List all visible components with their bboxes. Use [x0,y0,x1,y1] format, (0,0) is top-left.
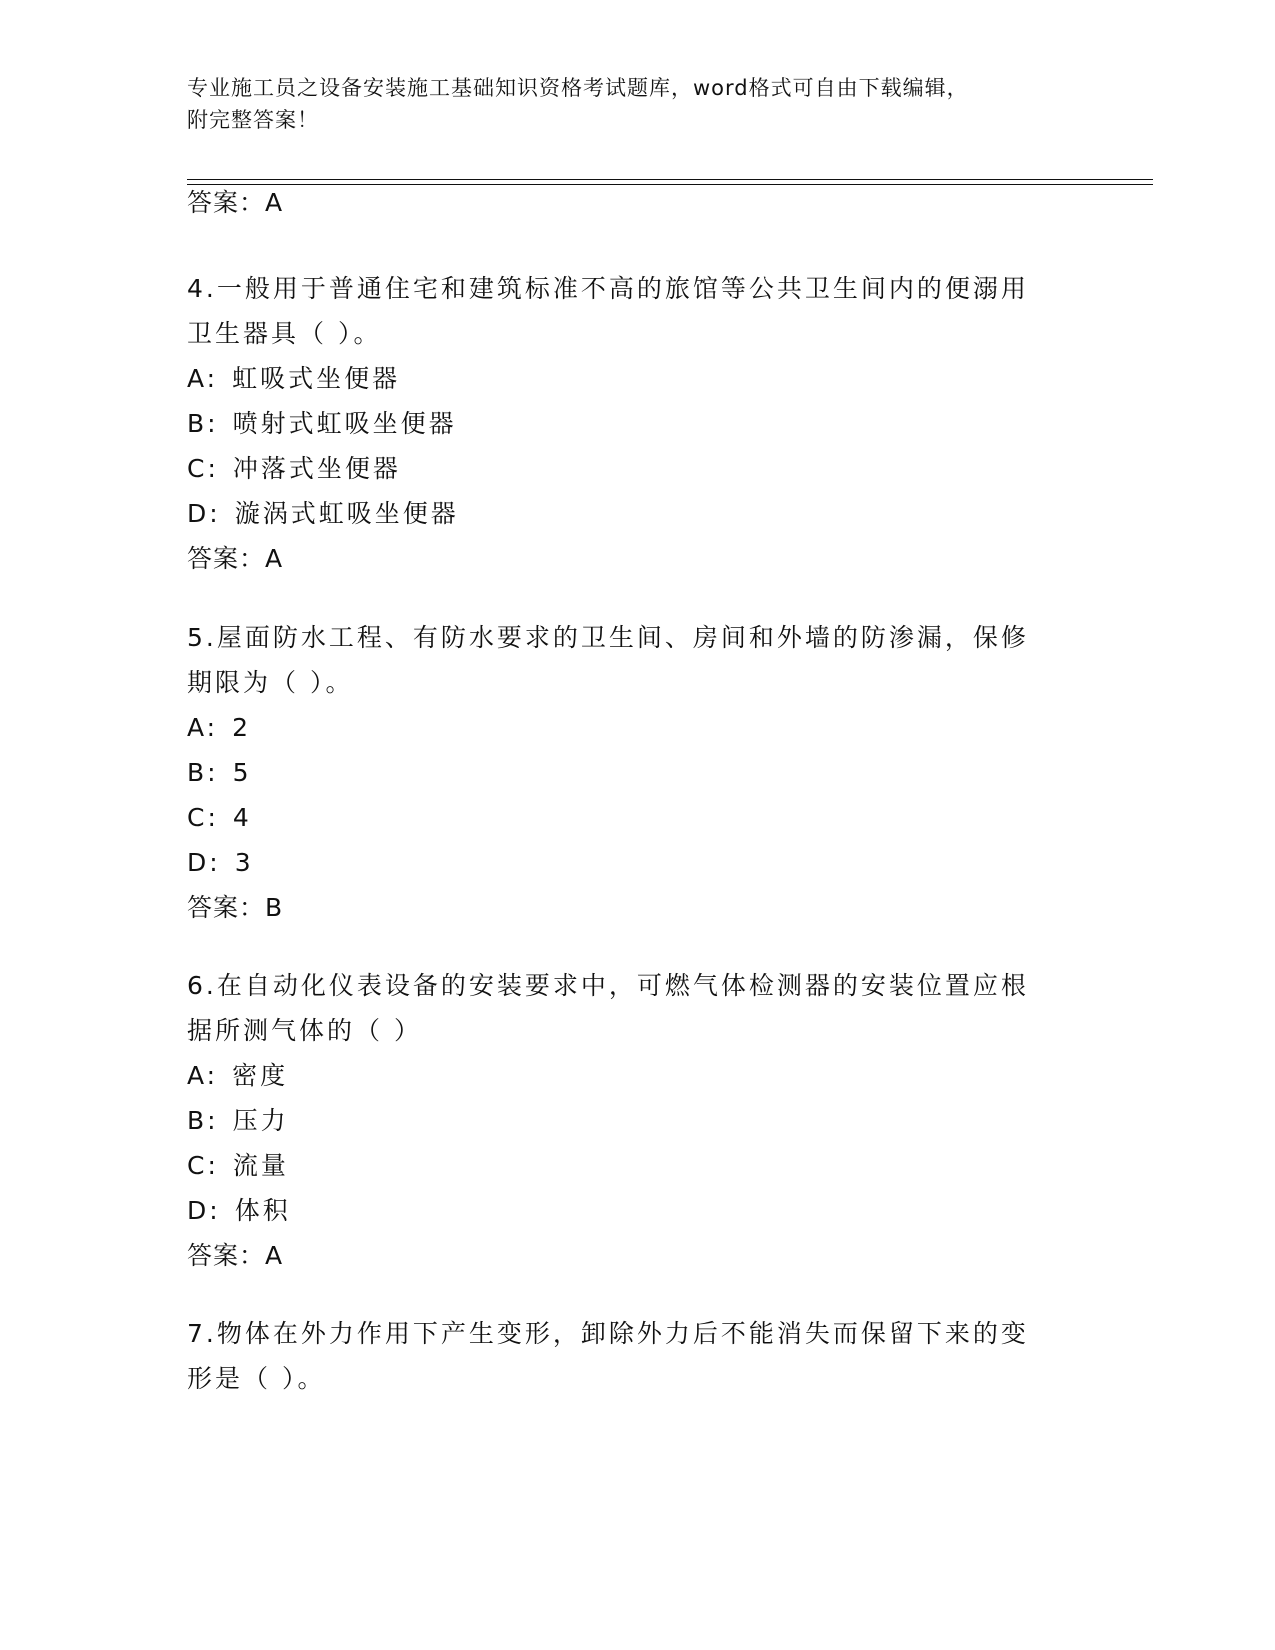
question-text-line-1: 4.一般用于普通住宅和建筑标准不高的旅馆等公共卫生间内的便溺用 [187,274,1029,303]
option-text: 压力 [232,1106,289,1135]
answer-line: 答案：A [187,544,284,573]
option-d [187,1188,1067,1233]
option-letter: B: [187,409,219,438]
question-text-line-1: 5.屋面防水工程、有防水要求的卫生间、房间和外墙的防渗漏，保修 [187,623,1029,652]
option-text: 虹吸式坐便器 [232,364,401,393]
option-c [187,446,1067,491]
option-letter: D: [187,848,221,877]
previous-answer-block [187,180,1067,225]
question-text-line-2: 期限为（ ）。 [187,668,354,697]
option-c [187,1143,1067,1188]
question-4 [187,266,1067,581]
option-letter: C: [187,803,219,832]
option-letter: A: [187,1061,219,1090]
option-text: 流量 [232,1151,289,1180]
question-5 [187,615,1067,930]
option-b [187,1098,1067,1143]
option-text: 5 [232,758,252,787]
option-letter: B: [187,758,219,787]
question-7 [187,1311,1067,1401]
option-letter: A: [187,364,219,393]
page-header [187,72,1067,136]
answer-line: 答案：A [187,188,284,217]
question-text-line-2: 卫生器具（ ）。 [187,319,382,348]
option-letter: C: [187,1151,219,1180]
header-line-2: 附完整答案！ [187,108,319,132]
option-d [187,491,1067,536]
option-letter: C: [187,454,219,483]
option-c [187,795,1067,840]
option-letter: B: [187,1106,219,1135]
option-text: 体积 [234,1196,291,1225]
answer-line: 答案：A [187,1241,284,1270]
option-d [187,840,1067,885]
question-text-line-1: 7.物体在外力作用下产生变形，卸除外力后不能消失而保留下来的变 [187,1319,1029,1348]
option-text: 漩涡式虹吸坐便器 [234,499,459,528]
option-letter: D: [187,499,221,528]
question-text-line-2: 形是（ ）。 [187,1364,326,1393]
option-letter: A: [187,713,219,742]
option-text: 冲落式坐便器 [232,454,401,483]
option-text: 3 [234,848,254,877]
option-text: 4 [232,803,252,832]
option-b [187,401,1067,446]
option-text: 2 [232,713,251,742]
option-letter: D: [187,1196,221,1225]
header-line-1: 专业施工员之设备安装施工基础知识资格考试题库，word格式可自由下载编辑， [187,76,969,100]
option-b [187,750,1067,795]
option-a [187,356,1067,401]
option-text: 喷射式虹吸坐便器 [232,409,457,438]
option-text: 密度 [232,1061,289,1090]
question-6 [187,963,1067,1278]
question-text-line-2: 据所测气体的（ ） [187,1016,422,1045]
question-text-line-1: 6.在自动化仪表设备的安装要求中，可燃气体检测器的安装位置应根 [187,971,1029,1000]
option-a [187,705,1067,750]
answer-line: 答案：B [187,893,284,922]
option-a [187,1053,1067,1098]
